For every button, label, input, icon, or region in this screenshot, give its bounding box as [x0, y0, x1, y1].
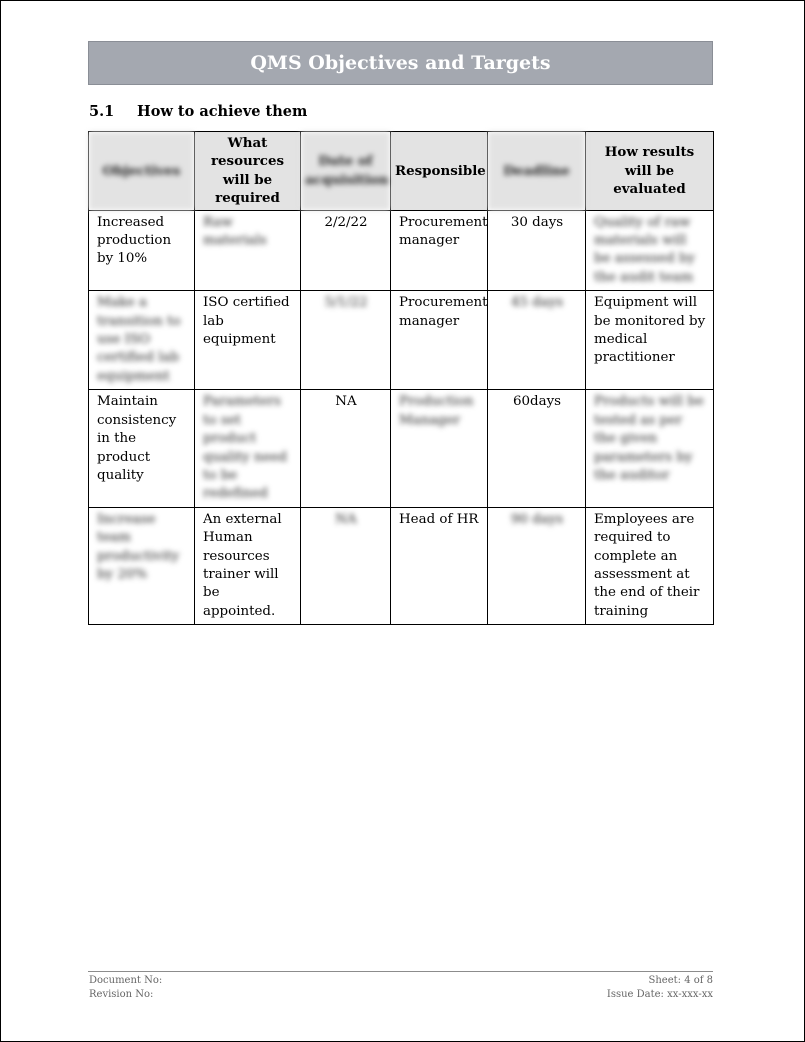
cell-responsible: Production Manager [391, 390, 488, 507]
header-responsible: Responsible [391, 132, 488, 211]
header-resources: What resources will be required [195, 132, 301, 211]
cell-date: 2/2/22 [301, 210, 391, 291]
section-number: 5.1 [89, 103, 115, 120]
cell-responsible: Procurement manager [391, 210, 488, 291]
cell-evaluation: Products will be tested as per the given parameters by the auditor [586, 390, 714, 507]
cell-responsible: Head of HR [391, 507, 488, 624]
cell-deadline: 30 days [488, 210, 586, 291]
cell-responsible: Procurement manager [391, 291, 488, 390]
table-row [89, 291, 714, 390]
objectives-table [88, 131, 714, 625]
cell-evaluation: Employees are required to complete an assessment at the end of their training [586, 507, 714, 624]
footer-divider [88, 971, 713, 972]
table-row [89, 390, 714, 507]
sheet-number: Sheet: 4 of 8 [648, 975, 713, 986]
cell-date: NA [301, 390, 391, 507]
footer-left [89, 974, 162, 1002]
cell-objective: Maintain consistency in the product quality [89, 390, 195, 507]
header-objectives: Objectives [89, 132, 195, 211]
section-heading [89, 103, 307, 120]
table-header-row [89, 132, 714, 211]
page-title: QMS Objectives and Targets [88, 41, 713, 85]
cell-resources: Parameters to set product quality need to be redefined [195, 390, 301, 507]
cell-resources: ISO certified lab equipment [195, 291, 301, 390]
footer-right [607, 974, 713, 1002]
issue-date: Issue Date: xx-xxx-xx [606, 989, 713, 1000]
section-title: How to achieve them [137, 103, 308, 120]
header-deadline: Deadline [488, 132, 586, 211]
cell-evaluation: Equipment will be monitored by medical practitioner [586, 291, 714, 390]
cell-deadline: 90 days [488, 507, 586, 624]
cell-objective: Make a transition to use ISO certified lab equipment [89, 291, 195, 390]
cell-objective: Increased production by 10% [89, 210, 195, 291]
cell-date: NA [301, 507, 391, 624]
table-row [89, 210, 714, 291]
cell-evaluation: Quality of raw materials will be assessed by the audit team [586, 210, 714, 291]
document-number: Document No: [89, 975, 163, 986]
header-date: Date of acquisition [301, 132, 391, 211]
header-evaluation: How results will be evaluated [586, 132, 714, 211]
cell-resources: An external Human resources trainer will be appointed. [195, 507, 301, 624]
cell-date: 5/1/22 [301, 291, 391, 390]
cell-resources: Raw materials [195, 210, 301, 291]
cell-objective: Increase team productivity by 20% [89, 507, 195, 624]
cell-deadline: 60days [488, 390, 586, 507]
cell-deadline: 45 days [488, 291, 586, 390]
revision-number: Revision No: [89, 989, 154, 1000]
table-row [89, 507, 714, 624]
